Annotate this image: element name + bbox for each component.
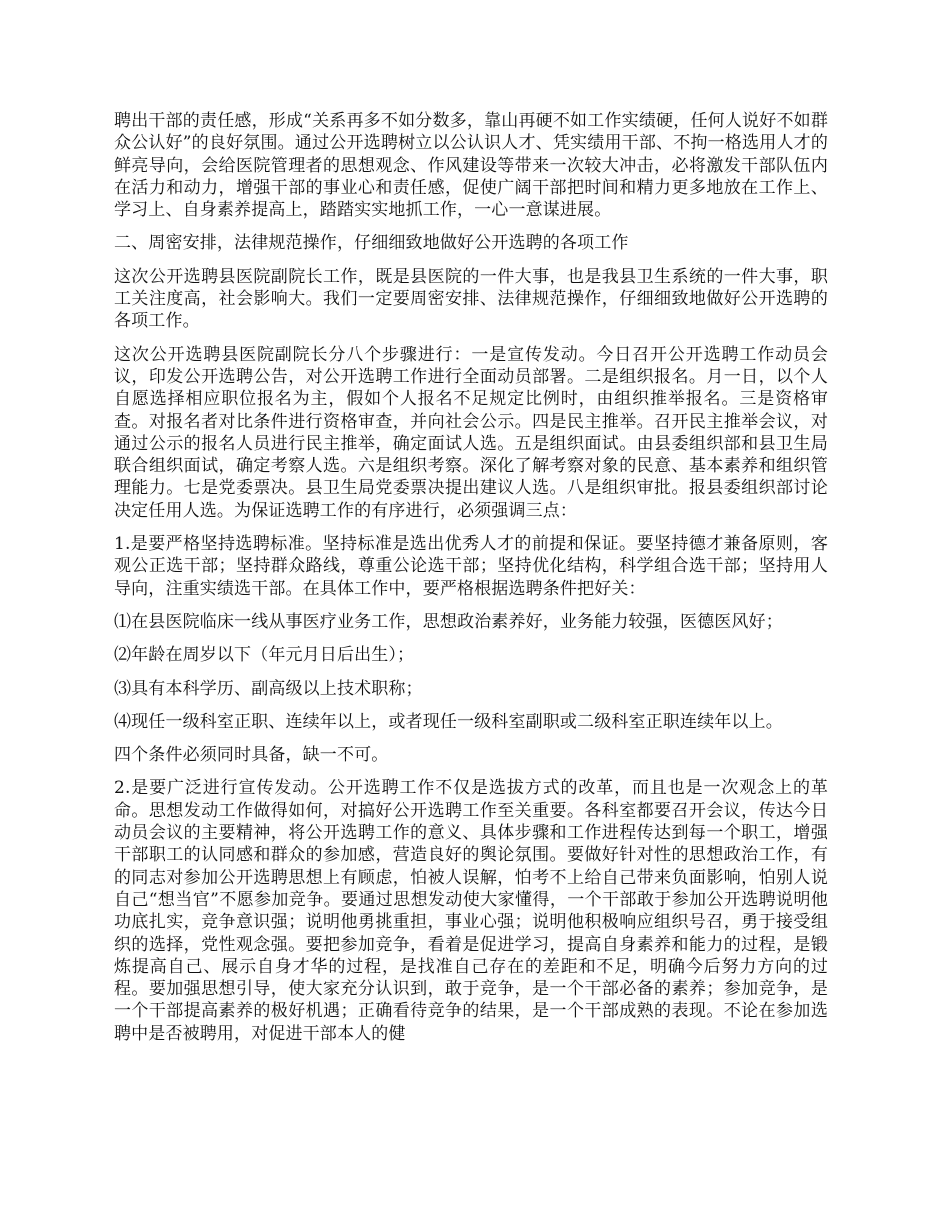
section-heading: 二、周密安排，法律规范操作，仔细细致地做好公开选聘的各项工作	[114, 233, 629, 254]
paragraph-conditions-note: 四个条件必须同时具备，缺一不可。	[114, 745, 389, 766]
paragraph-intro: 聘出干部的责任感，形成“关系再多不如分数多，靠山再硬不如工作实绩硬，任何人说好不如群众公认好”的良好氛围。通过公开选聘树立以公认识人才、凭实绩用干部、不拘一格选用人才的鲜亮导向，会给医院管理者的思想观念、作风建设等带来一次较大冲击，必将激发干部队伍内在活力和动力，增强干部的事业心和责任感，促使广阔干部把时间和精力更多地放在工作上、学习上、自身素养提高上，踏踏实实地抓工作，一心一意谋进展。	[114, 111, 828, 221]
paragraph-overview: 这次公开选聘县医院副院长工作，既是县医院的一件大事，也是我县卫生系统的一件大事，职工关注度高，社会影响大。我们一定要周密安排、法律规范操作，仔细细致地做好公开选聘的各项工作。	[114, 266, 828, 332]
condition-item-3: ⑶具有本科学历、副高级以上技术职称；	[114, 678, 423, 699]
document-body	[114, 110, 828, 1056]
condition-item-1: ⑴在县医院临床一线从事医疗业务工作，思想政治素养好，业务能力较强，医德医风好；	[114, 611, 783, 632]
condition-item-4: ⑷现任一级科室正职、连续年以上，或者现任一级科室副职或二级科室正职连续年以上。	[114, 711, 783, 732]
paragraph-point-2: 2.是要广泛进行宣传发动。公开选聘工作不仅是选拔方式的改革，而且也是一次观念上的革命。思想发动工作做得如何，对搞好公开选聘工作至关重要。各科室都要召开会议，传达今日动员会议的主要精神，将公开选聘工作的意义、具体步骤和工作进程传达到每一个职工，增强干部职工的认同感和群众的参加感，营造良好的舆论氛围。要做好针对性的思想政治工作，有的同志对参加公开选聘思想上有顾虑，怕被人误解，怕考不上给自己带来负面影响，怕别人说自己“想当官”不愿参加竞争。要通过思想发动使大家懂得，一个干部敢于参加公开选聘说明他功底扎实，竞争意识强；说明他勇挑重担，事业心强；说明他积极响应组织号召，勇于接受组织的选择，党性观念强。要把参加竞争，看着是促进学习，提高自身素养和能力的过程，是锻炼提高自己、展示自身才华的过程，是找准自己存在的差距和不足，明确今后努力方向的过程。要加强思想引导，使大家充分认识到，敢于竞争，是一个干部必备的素养；参加竞争，是一个干部提高素养的极好机遇；正确看待竞争的结果，是一个干部成熟的表现。不论在参加选聘中是否被聘用，对促进干部本人的健	[114, 778, 828, 1044]
paragraph-steps: 这次公开选聘县医院副院长分八个步骤进行：一是宣传发动。今日召开公开选聘工作动员会议，印发公开选聘公告，对公开选聘工作进行全面动员部署。二是组织报名。月一日，以个人自愿选择相应职位报名为主，假如个人报名不足规定比例时，由组织推举报名。三是资格审查。对报名者对比条件进行资格审查，并向社会公示。四是民主推举。召开民主推举会议，对通过公示的报名人员进行民主推举，确定面试人选。五是组织面试。由县委组织部和县卫生局联合组织面试，确定考察人选。六是组织考察。深化了解考察对象的民意、基本素养和组织管理能力。七是党委票决。县卫生局党委票决提出建议人选。八是组织审批。报县委组织部讨论决定任用人选。为保证选聘工作的有序进行，必须强调三点：	[114, 344, 828, 521]
condition-item-2: ⑵年龄在周岁以下（年元月日后出生）；	[114, 645, 415, 666]
paragraph-point-1: 1.是要严格坚持选聘标准。坚持标准是选出优秀人才的前提和保证。要坚持德才兼备原则，客观公正选干部；坚持群众路线，尊重公论选干部；坚持优化结构，科学组合选干部；坚持用人导向，注重实绩选干部。在具体工作中，要严格根据选聘条件把好关：	[114, 534, 828, 599]
